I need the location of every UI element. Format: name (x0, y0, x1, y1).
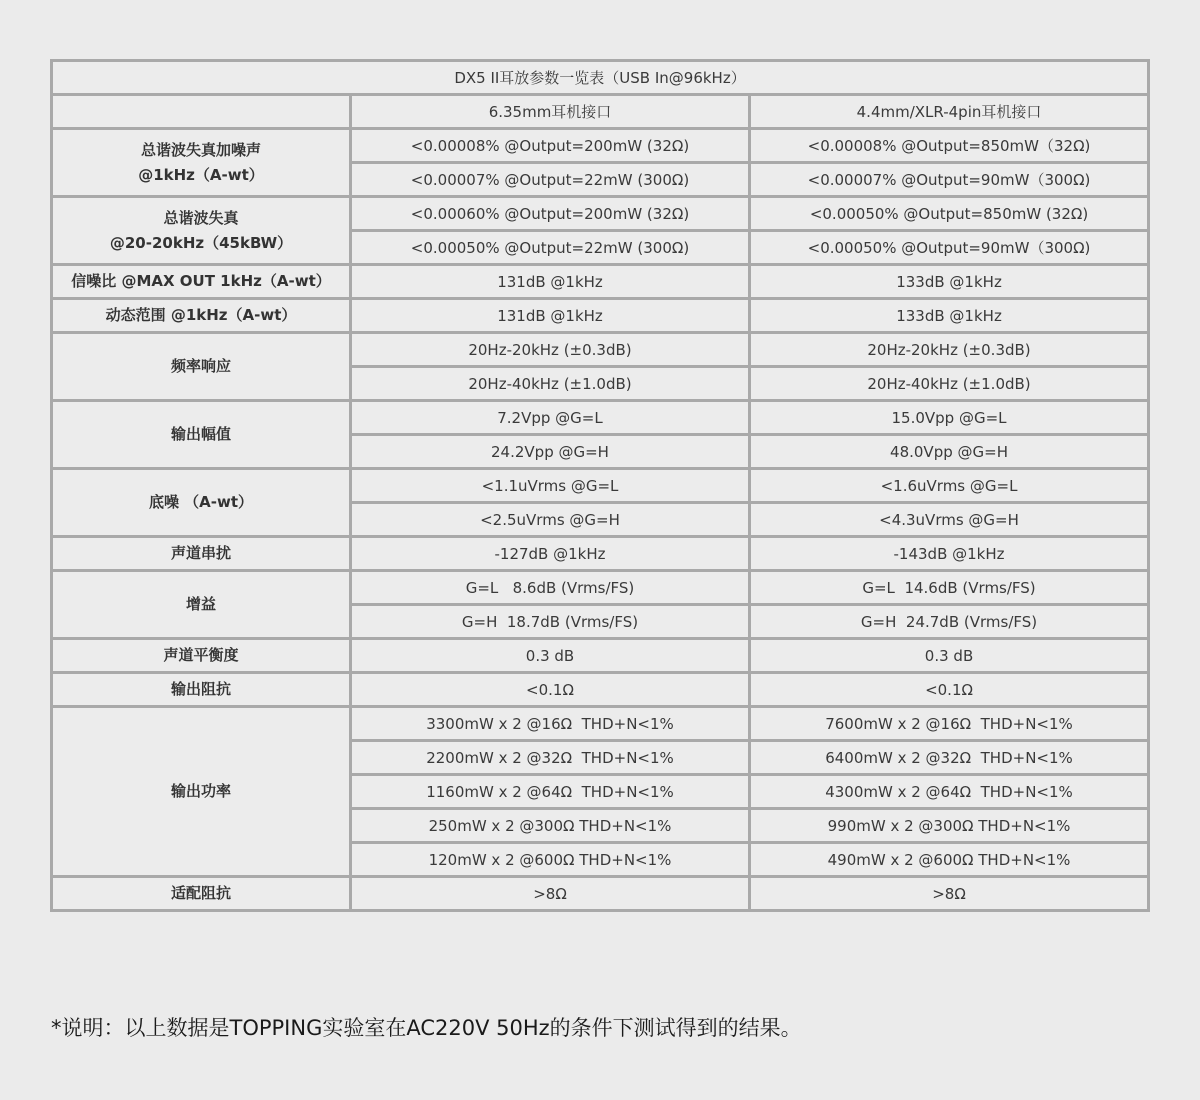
table-row (52, 707, 1149, 741)
spec-label: 信噪比 @MAX OUT 1kHz（A-wt） (52, 265, 351, 299)
value-4.4mm-xlr: 48.0Vpp @G=H (750, 435, 1149, 469)
spec-table (50, 59, 1150, 912)
table-row (52, 129, 1149, 163)
value-4.4mm-xlr: <0.00008% @Output=850mW（32Ω) (750, 129, 1149, 163)
value-4.4mm-xlr: G=H 24.7dB (Vrms/FS) (750, 605, 1149, 639)
value-4.4mm-xlr: 0.3 dB (750, 639, 1149, 673)
value-6.35mm: 120mW x 2 @600Ω THD+N<1% (351, 843, 750, 877)
value-6.35mm: <0.1Ω (351, 673, 750, 707)
value-4.4mm-xlr: 990mW x 2 @300Ω THD+N<1% (750, 809, 1149, 843)
value-4.4mm-xlr: 6400mW x 2 @32Ω THD+N<1% (750, 741, 1149, 775)
value-6.35mm: G=H 18.7dB (Vrms/FS) (351, 605, 750, 639)
value-4.4mm-xlr: 20Hz-40kHz (±1.0dB) (750, 367, 1149, 401)
value-4.4mm-xlr: <0.1Ω (750, 673, 1149, 707)
table-row (52, 333, 1149, 367)
spec-table-container (50, 59, 1150, 912)
footnote: *说明：以上数据是TOPPING实验室在AC220V 50Hz的条件下测试得到的结果。 (51, 1016, 802, 1040)
table-title-row (52, 61, 1149, 95)
header-6.35mm: 6.35mm耳机接口 (351, 95, 750, 129)
table-row (52, 639, 1149, 673)
value-4.4mm-xlr: <4.3uVrms @G=H (750, 503, 1149, 537)
spec-label: 输出功率 (52, 707, 351, 877)
spec-label: 底噪 （A-wt） (52, 469, 351, 537)
value-6.35mm: >8Ω (351, 877, 750, 911)
value-6.35mm: 7.2Vpp @G=L (351, 401, 750, 435)
value-4.4mm-xlr: 490mW x 2 @600Ω THD+N<1% (750, 843, 1149, 877)
header-4.4mm-xlr: 4.4mm/XLR-4pin耳机接口 (750, 95, 1149, 129)
value-6.35mm: <1.1uVrms @G=L (351, 469, 750, 503)
value-6.35mm: 250mW x 2 @300Ω THD+N<1% (351, 809, 750, 843)
value-6.35mm: 20Hz-40kHz (±1.0dB) (351, 367, 750, 401)
value-4.4mm-xlr: 4300mW x 2 @64Ω THD+N<1% (750, 775, 1149, 809)
table-row (52, 197, 1149, 231)
value-6.35mm: 131dB @1kHz (351, 265, 750, 299)
spec-label: 声道串扰 (52, 537, 351, 571)
value-6.35mm: <0.00008% @Output=200mW (32Ω) (351, 129, 750, 163)
value-4.4mm-xlr: 20Hz-20kHz (±0.3dB) (750, 333, 1149, 367)
value-4.4mm-xlr: >8Ω (750, 877, 1149, 911)
table-row (52, 571, 1149, 605)
table-title: DX5 II耳放参数一览表（USB In@96kHz） (52, 61, 1149, 95)
value-4.4mm-xlr: <0.00050% @Output=90mW（300Ω) (750, 231, 1149, 265)
spec-label: 声道平衡度 (52, 639, 351, 673)
table-row (52, 401, 1149, 435)
value-6.35mm: 24.2Vpp @G=H (351, 435, 750, 469)
value-4.4mm-xlr: G=L 14.6dB (Vrms/FS) (750, 571, 1149, 605)
table-row (52, 299, 1149, 333)
spec-label: 频率响应 (52, 333, 351, 401)
table-row (52, 537, 1149, 571)
value-4.4mm-xlr: 133dB @1kHz (750, 265, 1149, 299)
spec-label: 总谐波失真加噪声 @1kHz（A-wt） (52, 129, 351, 197)
table-header-row (52, 95, 1149, 129)
value-4.4mm-xlr: 133dB @1kHz (750, 299, 1149, 333)
value-4.4mm-xlr: <0.00007% @Output=90mW（300Ω) (750, 163, 1149, 197)
value-6.35mm: 3300mW x 2 @16Ω THD+N<1% (351, 707, 750, 741)
value-6.35mm: <0.00060% @Output=200mW (32Ω) (351, 197, 750, 231)
value-6.35mm: <0.00050% @Output=22mW (300Ω) (351, 231, 750, 265)
value-4.4mm-xlr: 15.0Vpp @G=L (750, 401, 1149, 435)
value-6.35mm: <2.5uVrms @G=H (351, 503, 750, 537)
value-6.35mm: -127dB @1kHz (351, 537, 750, 571)
value-4.4mm-xlr: <1.6uVrms @G=L (750, 469, 1149, 503)
value-4.4mm-xlr: <0.00050% @Output=850mW (32Ω) (750, 197, 1149, 231)
value-6.35mm: 20Hz-20kHz (±0.3dB) (351, 333, 750, 367)
value-6.35mm: 131dB @1kHz (351, 299, 750, 333)
table-row (52, 877, 1149, 911)
value-6.35mm: 1160mW x 2 @64Ω THD+N<1% (351, 775, 750, 809)
value-6.35mm: <0.00007% @Output=22mW (300Ω) (351, 163, 750, 197)
spec-table-body (52, 61, 1149, 911)
spec-label: 增益 (52, 571, 351, 639)
table-row (52, 469, 1149, 503)
table-row (52, 265, 1149, 299)
value-6.35mm: 2200mW x 2 @32Ω THD+N<1% (351, 741, 750, 775)
value-6.35mm: G=L 8.6dB (Vrms/FS) (351, 571, 750, 605)
value-6.35mm: 0.3 dB (351, 639, 750, 673)
spec-label: 总谐波失真 @20-20kHz（45kBW） (52, 197, 351, 265)
spec-label: 适配阻抗 (52, 877, 351, 911)
spec-label: 输出幅值 (52, 401, 351, 469)
spec-label: 输出阻抗 (52, 673, 351, 707)
table-row (52, 673, 1149, 707)
spec-label: 动态范围 @1kHz（A-wt） (52, 299, 351, 333)
value-4.4mm-xlr: -143dB @1kHz (750, 537, 1149, 571)
header-cell-empty (52, 95, 351, 129)
value-4.4mm-xlr: 7600mW x 2 @16Ω THD+N<1% (750, 707, 1149, 741)
